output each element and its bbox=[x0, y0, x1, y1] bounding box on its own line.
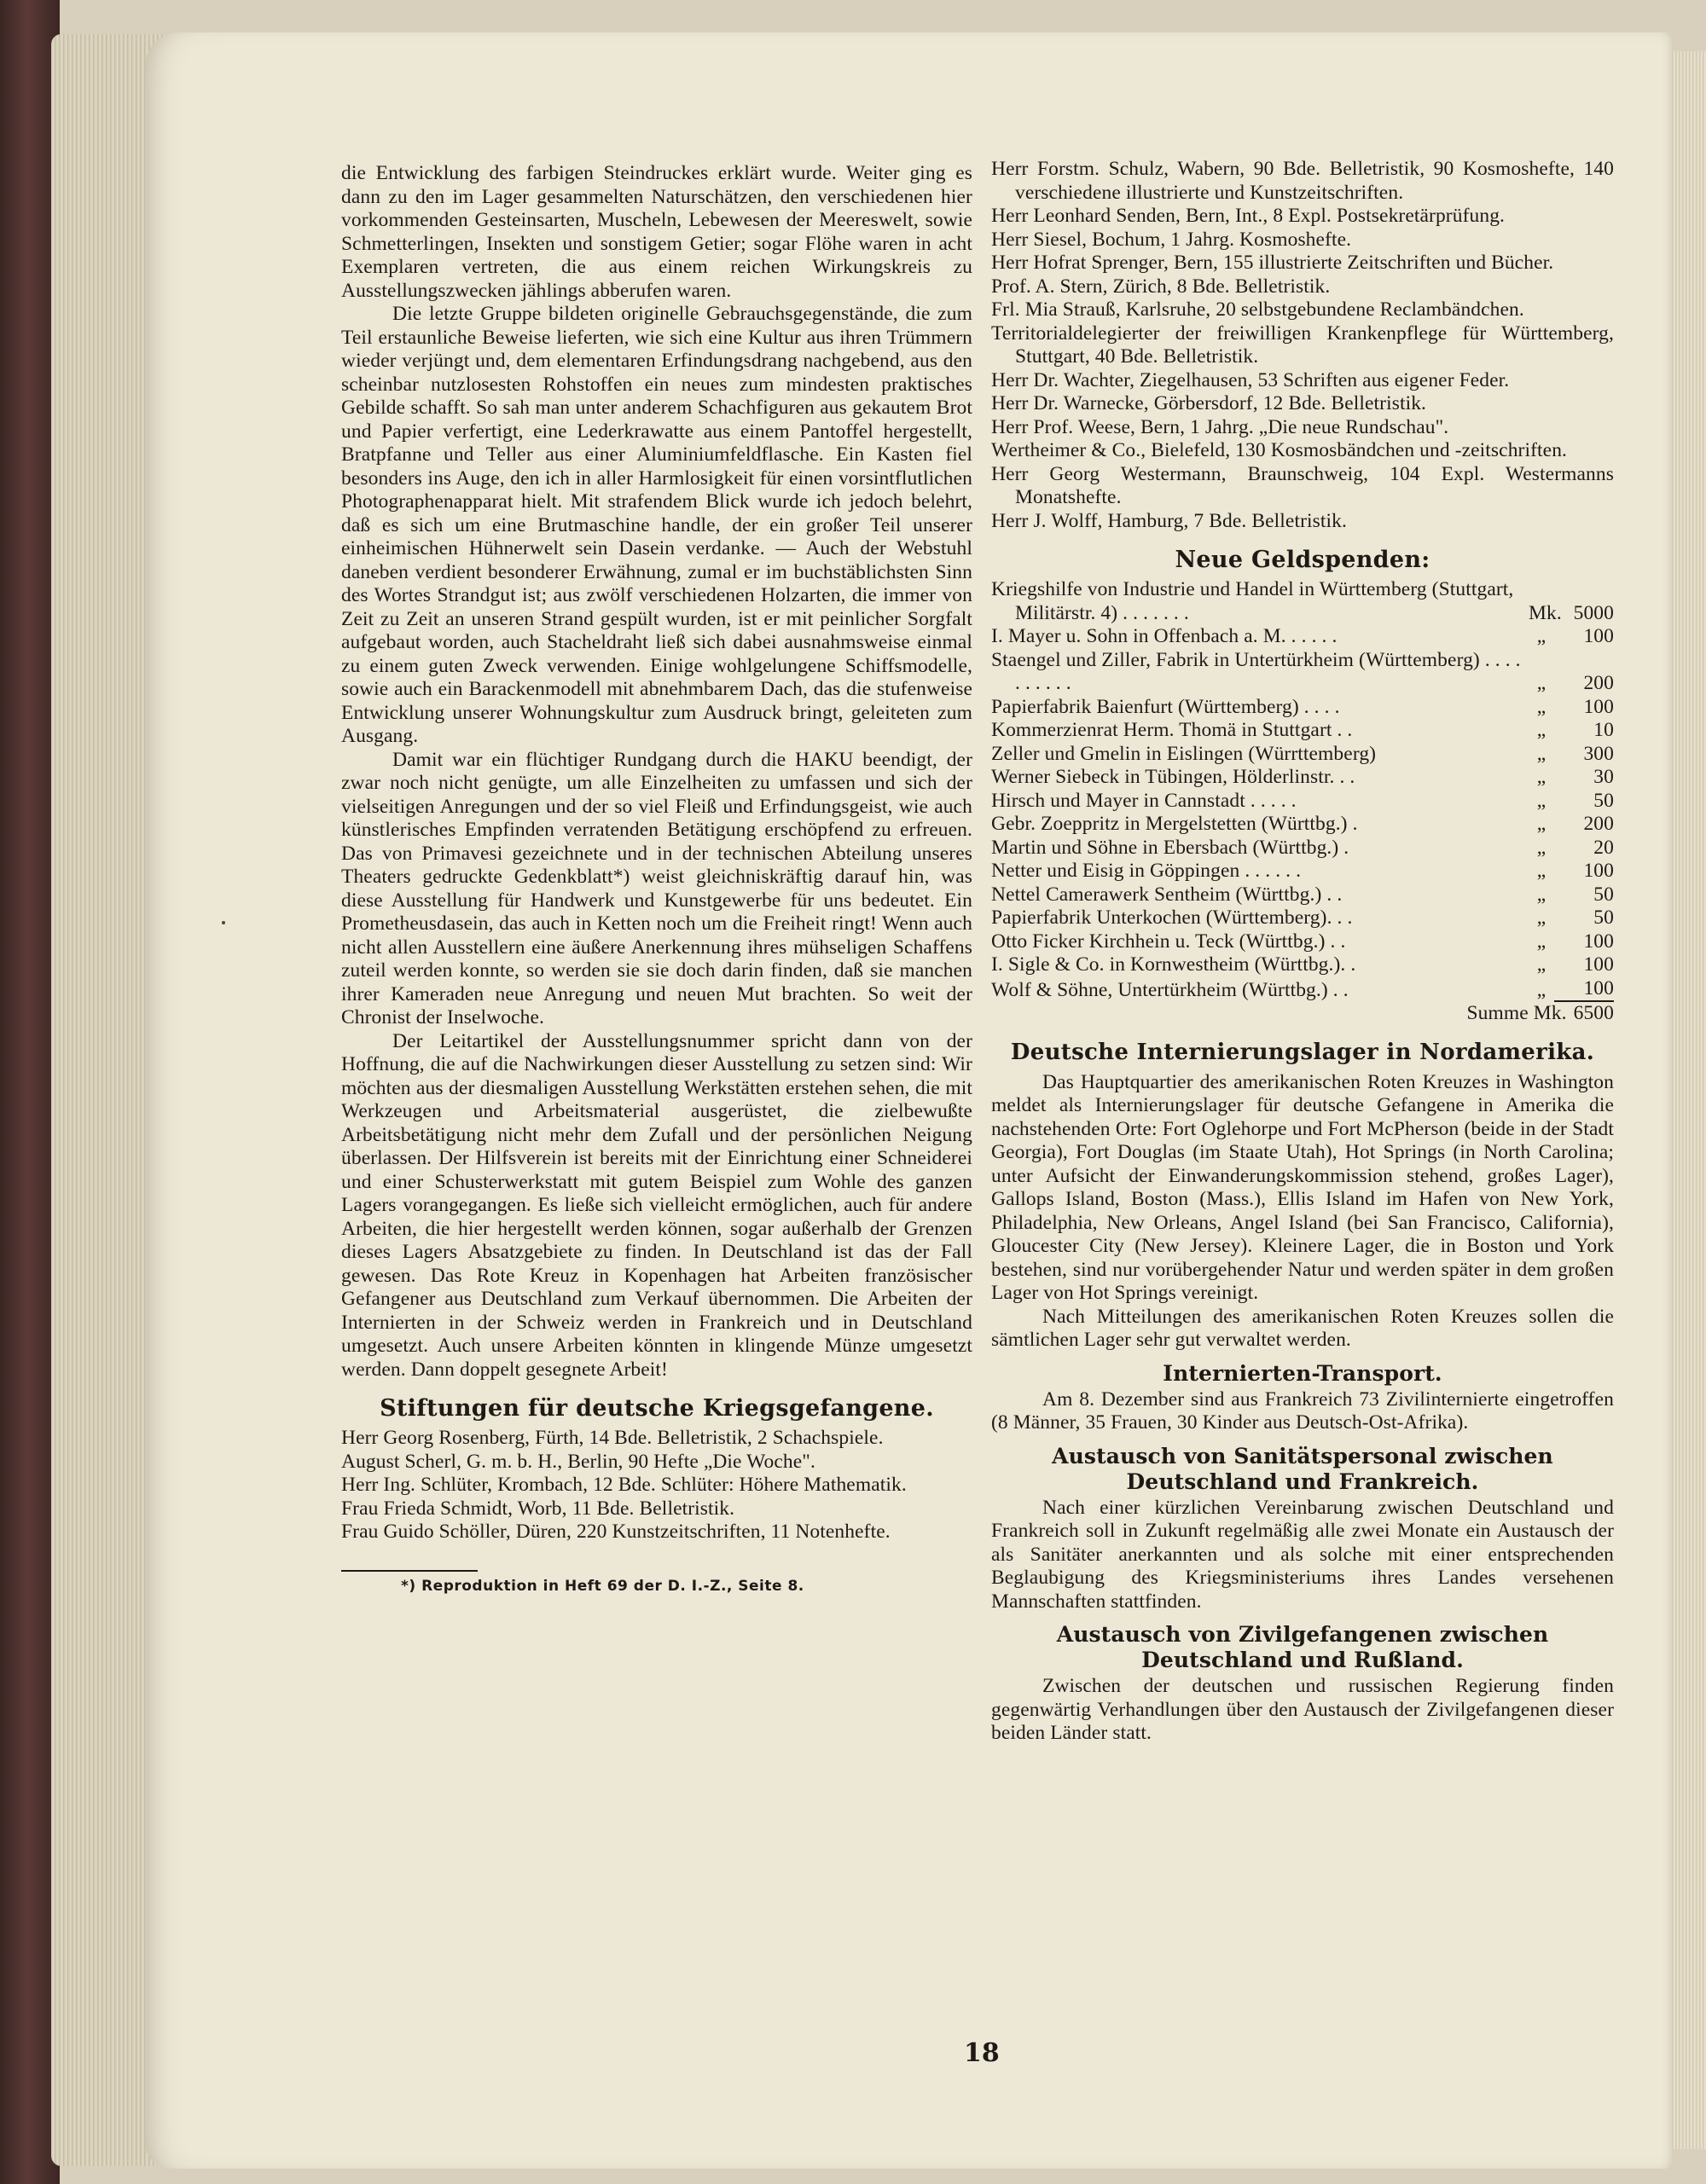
currency: „ bbox=[1536, 907, 1546, 929]
donor-entry: Territorialdelegierter der freiwilligen Krankenpflege für Württemberg, Stuttgart, 40 Bde. Belletristik. bbox=[991, 322, 1614, 368]
currency: „ bbox=[1536, 860, 1546, 882]
donor-entry: Herr Leonhard Senden, Bern, Int., 8 Expl. Postsekretärprüfung. bbox=[991, 205, 1506, 227]
donation-amount: 50 bbox=[1593, 789, 1614, 812]
currency: „ bbox=[1536, 930, 1546, 953]
donor-entry: Frau Guido Schöller, Düren, 220 Kunstzeitschriften, 11 Notenhefte. bbox=[341, 1521, 891, 1543]
donation-row bbox=[991, 766, 1614, 790]
currency: „ bbox=[1536, 978, 1546, 1001]
currency: „ bbox=[1536, 883, 1546, 906]
donation-row bbox=[991, 790, 1614, 814]
donor-entry: Wertheimer & Co., Bielefeld, 130 Kosmosbändchen und -zeitschriften. bbox=[991, 439, 1568, 461]
currency: „ bbox=[1536, 672, 1546, 694]
donor-name: Martin und Söhne in Ebersbach (Württbg.) . bbox=[991, 836, 1349, 859]
donation-row bbox=[991, 813, 1614, 837]
donor-name: Staengel und Ziller, Fabrik in Untertürkheim (Württemberg) . . . . . . . . . . bbox=[991, 648, 1521, 694]
page-speck bbox=[222, 921, 225, 924]
donation-row bbox=[991, 719, 1614, 743]
paragraph: Am 8. Dezember sind aus Frankreich 73 Zivilinternierte eingetroffen (8 Männer, 35 Frauen, 30 Kinder aus Deutsch-Ost-Afrika). bbox=[991, 1387, 1614, 1434]
donation-amount: 200 bbox=[1583, 672, 1614, 694]
heading-sanitaet: Austausch von Sanitätspersonal zwischen Deutschland und Frankreich. bbox=[1052, 1443, 1553, 1494]
currency: „ bbox=[1536, 719, 1546, 741]
sum-value: 6500 bbox=[1573, 1002, 1614, 1024]
donor-name: I. Sigle & Co. in Kornwestheim (Württbg.). . bbox=[991, 953, 1356, 976]
donor-entry: Prof. A. Stern, Zürich, 8 Bde. Belletristik. bbox=[991, 275, 1331, 298]
donor-name: Netter und Eisig in Göppingen . . . . . . bbox=[991, 860, 1302, 882]
paragraph: Der Leitartikel der Ausstellungsnummer spricht dann von der Hoffnung, die auf die Nachwirkungen dieser Ausstellung zu setzen sind: Wir möchten aus der diesmaligen Ausstellung Werkstätten erstehen sehen, die mit Werkzeugen und Arbeitsmaterial ausgerüstet, die zielbewußte Arbeitsbetätigung nicht mehr dem Zufall und der persönlichen Neigung überlassen. Der Hilfsverein ist bereits mit der Einrichtung einer Schneiderei und einer Schusterwerkstatt mit gutem Beispiel zum Wohle des ganzen Lagers vorangegangen. Es ließe sich vielleicht ermöglichen, auch für andere Arbeiten, die hier hergestellt werden können, sogar außerhalb der Grenzen dieses Lagers Absatzgebiete zu finden. In Deutschland ist das der Fall gewesen. Das Rote Kreuz in Kopenhagen hat Arbeiten französischer Gefangener aus Deutschland zum Verkauf übernommen. Die Arbeiten der Internierten in der Schweiz werden in Frankreich und in Deutschland umgesetzt. Auch unsere Arbeiten könnten in klingende Münze umgesetzt werden. Dann doppelt gesegnete Arbeit! bbox=[341, 1029, 972, 1381]
donor-name: Nettel Camerawerk Sentheim (Württbg.) . . bbox=[991, 883, 1343, 906]
footnote: *) Reproduktion in Heft 69 der D. I.-Z., Seite 8. bbox=[401, 1577, 804, 1595]
donor-name: Zeller und Gmelin in Eislingen (Würrttemberg) bbox=[991, 742, 1377, 765]
donor-entry: Herr Prof. Weese, Bern, 1 Jahrg. „Die neue Rundschau". bbox=[991, 415, 1449, 438]
currency: „ bbox=[1536, 953, 1546, 976]
donation-amount: 100 bbox=[1554, 977, 1614, 1003]
left-column bbox=[341, 162, 972, 1598]
donation-row bbox=[991, 743, 1614, 767]
currency: „ bbox=[1536, 742, 1546, 765]
paragraph: Nach einer kürzlichen Vereinbarung zwischen Deutschland und Frankreich soll in Zukunft regelmäßig alle zwei Monate ein Austausch der als Sanitäter anerkannten und als solche mit einer entsprechenden Beglaubigung des Kriegsministeriums ihres Landes versehenen Mannschaften stattfinden. bbox=[991, 1496, 1614, 1613]
donor-entry: Herr J. Wolff, Hamburg, 7 Bde. Belletristik. bbox=[991, 509, 1347, 532]
donation-row bbox=[991, 578, 1614, 625]
heading-zivilgefangene: Austausch von Zivilgefangenen zwischen Deutschland und Rußland. bbox=[1056, 1622, 1549, 1672]
page-number: 18 bbox=[964, 2038, 1000, 2068]
donation-row bbox=[991, 930, 1614, 954]
paragraph: Zwischen der deutschen und russischen Regierung finden gegenwärtig Verhandlungen über den Austausch der Zivilgefangenen dieser beiden Länder statt. bbox=[991, 1675, 1614, 1744]
donation-amount: 100 bbox=[1583, 860, 1614, 882]
donation-row bbox=[991, 625, 1614, 649]
donation-amount: 5000 bbox=[1573, 601, 1614, 624]
donor-entry: Herr Ing. Schlüter, Krombach, 12 Bde. Schlüter: Höhere Mathematik. bbox=[341, 1474, 907, 1496]
paragraph: Damit war ein flüchtiger Rundgang durch die HAKU beendigt, der zwar noch nicht genügte, um alle Einzelheiten zu umfassen und sich der vielseitigen Anregungen und der so viel Fleiß und Erfindungsgeist, wie auch künstlerisches Empfinden verratenden Betätigung erschöpfend zu erfreuen. Das von Primavesi gezeichnete und in der technischen Abteilung unseres Theaters gedruckte Gedenkblatt*) weist gleichniskräftig darauf hin, was diese Ausstellung für Handwerk und Kunstgewerbe für uns bedeutet. Ein Prometheusdasein, das auch in Ketten noch um die Freiheit ringt! Wenn auch nicht allen Ausstellern eine äußere Anerkennung ihres mühseligen Schaffens zuteil werden konnte, so werden sie sie doch darin finden, daß sie manchen ihrer Kameraden neue Anregung und neuen Mut brachten. So weit der Chronist der Inselwoche. bbox=[341, 748, 972, 1028]
donation-amount: 20 bbox=[1593, 836, 1614, 859]
heading-stiftungen: Stiftungen für deutsche Kriegsgefangene. bbox=[380, 1395, 934, 1422]
donor-name: I. Mayer u. Sohn in Offenbach a. M. . . . . . bbox=[991, 625, 1338, 647]
donor-name: Gebr. Zoeppritz in Mergelstetten (Württbg.) . bbox=[991, 813, 1358, 835]
donation-row bbox=[991, 696, 1614, 720]
sum-row bbox=[991, 1002, 1614, 1026]
currency: „ bbox=[1536, 695, 1546, 718]
currency: Mk. bbox=[1529, 601, 1562, 624]
donor-name: Otto Ficker Kirchhein u. Teck (Württbg.) . . bbox=[991, 930, 1346, 953]
donation-amount: 100 bbox=[1583, 625, 1614, 647]
donation-amount: 30 bbox=[1593, 766, 1614, 788]
donation-row bbox=[991, 649, 1614, 696]
donation-amount: 100 bbox=[1583, 930, 1614, 953]
right-column bbox=[991, 158, 1614, 1746]
donation-amount: 50 bbox=[1593, 883, 1614, 906]
heading-internierungslager: Deutsche Internierungslager in Nordamerika. bbox=[1010, 1039, 1595, 1065]
donation-row bbox=[991, 860, 1614, 883]
donor-name: Werner Siebeck in Tübingen, Hölderlinstr. . . bbox=[991, 766, 1355, 788]
sum-label: Summe Mk. bbox=[1466, 1002, 1567, 1024]
donor-entry: August Scherl, G. m. b. H., Berlin, 90 Hefte „Die Woche". bbox=[341, 1450, 815, 1473]
donation-list bbox=[991, 578, 1614, 1026]
donation-row bbox=[991, 907, 1614, 930]
donation-amount: 50 bbox=[1593, 907, 1614, 929]
paragraph: Die letzte Gruppe bildeten originelle Gebrauchsgegenstände, die zum Teil erstaunliche Beweise lieferten, wie sich eine Kultur aus ihren Trümmern wieder verjüngt und, dem elementaren Erfindungsdrang nachgebend, aus den scheinbar nutzlosesten Rohstoffen ein neues zum mindesten praktisches Gebilde schafft. So sah man unter anderem Schachfiguren aus gekautem Brot und Papier verfertigt, eine Lederkrawatte aus einem Pantoffel hergestellt, Bratpfanne und Teller aus einer Aluminiumfeldflasche. Ein Kasten fiel besonders ins Auge, den ich in aller Harmlosigkeit für einen vorsintflutlichen Photographenapparat hielt. Mit strafendem Blick wurde ich jedoch belehrt, daß es sich um eine Brutmaschine handle, der ein großer Teil unserer einheimischen Hühnerwelt sein Dasein verdanke. — Auch der Webstuhl daneben verdient besonderer Erwähnung, zumal er im buchstäblichsten Sinn des Wortes Strandgut ist; aus zwölf verschiedenen Holzarten, die immer von Zeit zu Zeit an unseren Strand gespült wurden, ist er mit peinlicher Sorgfalt aufgebaut worden, auch Stacheldraht ließ sich dabei ausnahmsweise einmal zu einem guten Zweck verwenden. Einige wohlgelungene Schiffsmodelle, sowie auch ein Barackenmodell mit abnehmbarem Dach, das die stufenweise Entwicklung unserer Wohnungskultur zum Ausdruck bringt, geleiteten zum Ausgang. bbox=[341, 303, 972, 747]
donation-row bbox=[991, 953, 1614, 977]
donor-entry: Herr Hofrat Sprenger, Bern, 155 illustrierte Zeitschriften und Bücher. bbox=[991, 252, 1554, 274]
donor-name: Papierfabrik Unterkochen (Württemberg). . . bbox=[991, 907, 1353, 929]
donor-name: Papierfabrik Baienfurt (Württemberg) . . . . bbox=[991, 695, 1340, 718]
currency: „ bbox=[1536, 766, 1546, 788]
donor-name: Wolf & Söhne, Untertürkheim (Württbg.) . . bbox=[991, 978, 1349, 1001]
donation-row bbox=[991, 837, 1614, 860]
right-page-edges bbox=[1668, 51, 1706, 2149]
donor-entry: Herr Siesel, Bochum, 1 Jahrg. Kosmoshefte. bbox=[991, 228, 1352, 251]
donor-name: Kriegshilfe von Industrie und Handel in Württemberg (Stuttgart, Militärstr. 4) . . . . . . . bbox=[991, 578, 1514, 624]
donation-row bbox=[991, 977, 1614, 1003]
currency: „ bbox=[1536, 789, 1546, 812]
donor-entry: Frl. Mia Strauß, Karlsruhe, 20 selbstgebundene Reclambändchen. bbox=[991, 298, 1524, 321]
paragraph: Das Hauptquartier des amerikanischen Roten Kreuzes in Washington meldet als Internierungslager für deutsche Gefangene in Amerika die nachstehenden Orte: Fort Oglehorpe und Fort McPherson (beide in der Stadt Georgia), Fort Douglas (im Staate Utah), Hot Springs (in North Carolina; unter Aufsicht der Einwanderungskommission stehend, großes Lager), Gallops Island, Boston (Mass.), Ellis Island im Hafen von New York, Philadelphia, New Orleans, Angel Island (bei San Francisco, California), Gloucester City (New Jersey). Kleinere Lager, die in Boston und York bestehen, sind nur vorübergehender Natur und werden später in dem großen Lager von Hot Springs vereinigt. bbox=[991, 1070, 1614, 1304]
currency: „ bbox=[1536, 836, 1546, 859]
donation-row bbox=[991, 883, 1614, 907]
donation-amount: 300 bbox=[1583, 742, 1614, 765]
donor-name: Hirsch und Mayer in Cannstadt . . . . . bbox=[991, 789, 1297, 812]
donation-amount: 10 bbox=[1593, 719, 1614, 741]
donor-entry: Herr Forstm. Schulz, Wabern, 90 Bde. Belletristik, 90 Kosmoshefte, 140 verschiedene illustrierte und Kunstzeitschriften. bbox=[991, 158, 1614, 204]
currency: „ bbox=[1536, 625, 1546, 647]
footnote-rule bbox=[341, 1570, 478, 1572]
donation-amount: 200 bbox=[1583, 813, 1614, 835]
donation-amount: 100 bbox=[1583, 695, 1614, 718]
donor-name: Kommerzienrat Herm. Thomä in Stuttgart . . bbox=[991, 719, 1353, 741]
paragraph: die Entwicklung des farbigen Steindruckes erklärt wurde. Weiter ging es dann zu den im Lager gesammelten Naturschätzen, den verschiedenen hier vorkommenden Gesteinsarten, Muscheln, Lebewesen der Meereswelt, sowie Schmetterlingen, Insekten und sonstigem Getier; sogar Flöhe waren in acht Exemplaren vertreten, die aus einem reichen Wirkungskreis zu Ausstellungszwecken jählings abberufen waren. bbox=[341, 162, 972, 302]
paragraph: Nach Mitteilungen des amerikanischen Roten Kreuzes sollen die sämtlichen Lager sehr gut verwaltet werden. bbox=[991, 1305, 1614, 1351]
heading-transport: Internierten-Transport. bbox=[1163, 1360, 1442, 1386]
donor-entry: Herr Georg Rosenberg, Fürth, 14 Bde. Belletristik, 2 Schachspiele. bbox=[341, 1427, 884, 1449]
currency: „ bbox=[1536, 813, 1546, 835]
donor-entry: Frau Frieda Schmidt, Worb, 11 Bde. Belletristik. bbox=[341, 1497, 735, 1520]
donor-entry: Herr Georg Westermann, Braunschweig, 104 Expl. Westermanns Monatshefte. bbox=[991, 462, 1614, 508]
donor-entry: Herr Dr. Warnecke, Görbersdorf, 12 Bde. Belletristik. bbox=[991, 392, 1427, 414]
heading-geldspenden: Neue Geldspenden: bbox=[1175, 547, 1430, 573]
donor-entry: Herr Dr. Wachter, Ziegelhausen, 53 Schriften aus eigener Feder. bbox=[991, 368, 1510, 391]
donation-amount: 100 bbox=[1583, 953, 1614, 976]
